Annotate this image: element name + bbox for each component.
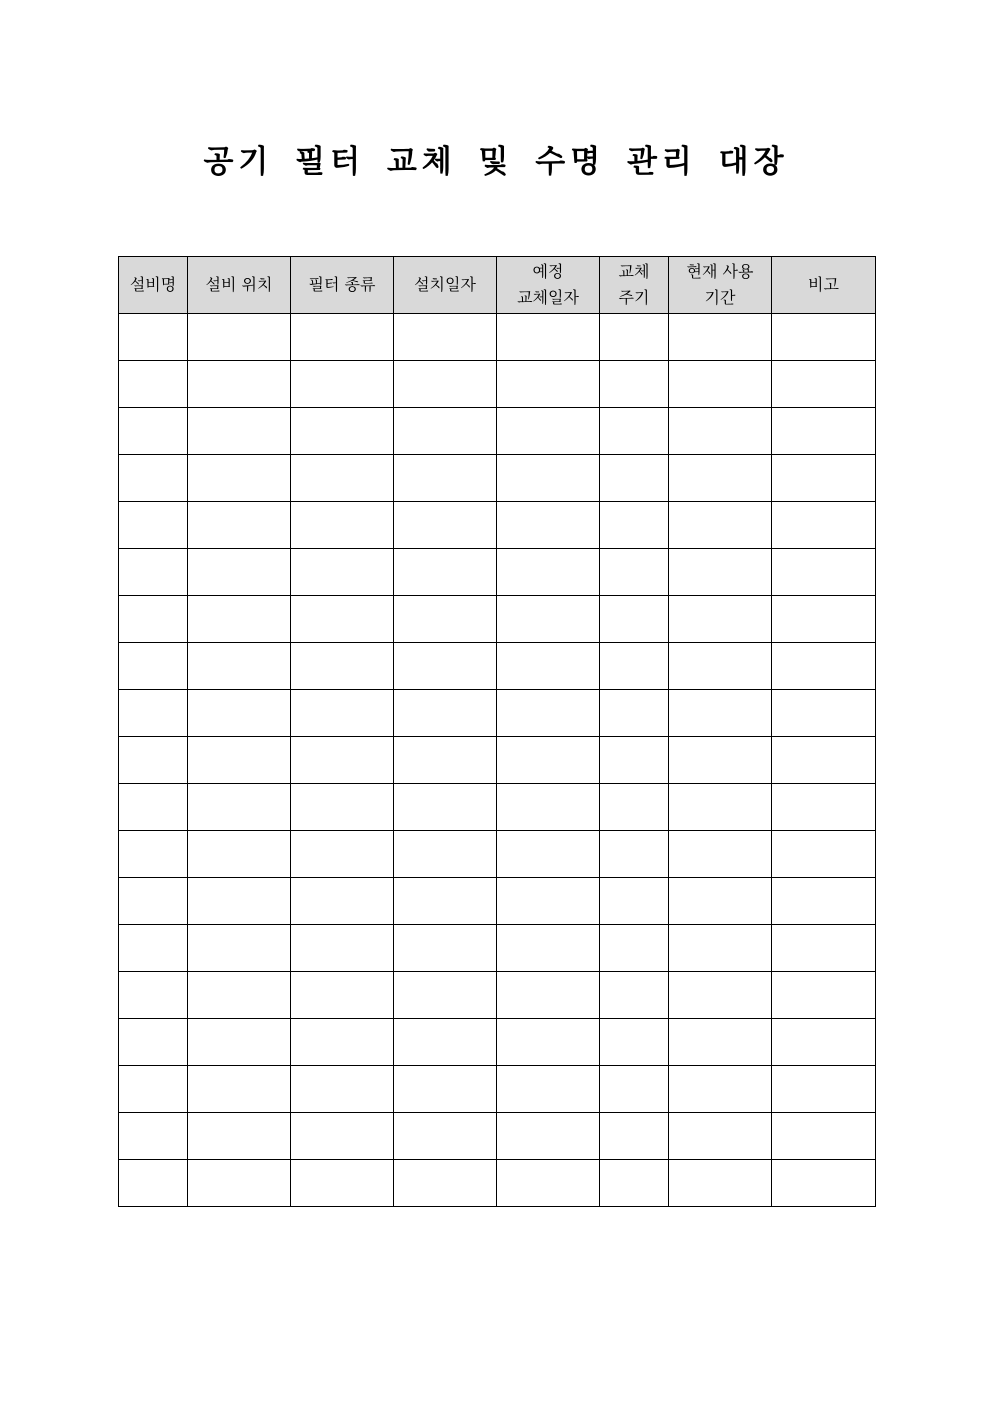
table-cell[interactable]: [600, 643, 669, 690]
table-cell[interactable]: [394, 784, 497, 831]
table-cell[interactable]: [600, 972, 669, 1019]
column-header-text: 예정: [532, 262, 564, 281]
table-cell[interactable]: [394, 925, 497, 972]
table-cell[interactable]: [188, 1160, 291, 1207]
column-header-text: 주기: [618, 288, 650, 307]
table-cell[interactable]: [772, 972, 876, 1019]
table-cell[interactable]: [497, 1160, 600, 1207]
table-cell[interactable]: [291, 314, 394, 361]
table-cell[interactable]: [600, 549, 669, 596]
table-cell[interactable]: [188, 831, 291, 878]
table-cell[interactable]: [600, 690, 669, 737]
table-cell[interactable]: [291, 972, 394, 1019]
column-header-text: 설비 위치: [205, 275, 273, 294]
table-cell[interactable]: [291, 737, 394, 784]
table-cell[interactable]: [600, 596, 669, 643]
column-header-text: 기간: [704, 288, 736, 307]
table-cell[interactable]: [600, 1113, 669, 1160]
table-cell[interactable]: [497, 831, 600, 878]
table-cell[interactable]: [669, 361, 772, 408]
table-cell[interactable]: [291, 1019, 394, 1066]
table-cell[interactable]: [394, 314, 497, 361]
table-cell[interactable]: [119, 878, 188, 925]
table-row: [119, 1113, 876, 1160]
column-header-text: 현재 사용: [686, 262, 754, 281]
table-cell[interactable]: [119, 1160, 188, 1207]
table-cell[interactable]: [188, 455, 291, 502]
table-row: [119, 502, 876, 549]
table-row: [119, 737, 876, 784]
column-header-text: 교체일자: [517, 288, 579, 307]
table-cell[interactable]: [291, 1160, 394, 1207]
table-cell[interactable]: [772, 784, 876, 831]
table-row: [119, 878, 876, 925]
table-cell[interactable]: [669, 502, 772, 549]
table-cell[interactable]: [669, 1066, 772, 1113]
table-cell[interactable]: [669, 549, 772, 596]
table-cell[interactable]: [188, 314, 291, 361]
table-cell[interactable]: [772, 361, 876, 408]
table-cell[interactable]: [119, 549, 188, 596]
table-cell[interactable]: [119, 455, 188, 502]
table-row: [119, 314, 876, 361]
table-cell[interactable]: [119, 831, 188, 878]
table-cell[interactable]: [291, 549, 394, 596]
table-cell[interactable]: [600, 925, 669, 972]
column-header: [188, 257, 291, 314]
table-cell[interactable]: [497, 361, 600, 408]
table-cell[interactable]: [119, 972, 188, 1019]
table-cell[interactable]: [600, 408, 669, 455]
table-cell[interactable]: [497, 643, 600, 690]
table-cell[interactable]: [772, 455, 876, 502]
table-cell[interactable]: [600, 737, 669, 784]
table-cell[interactable]: [188, 1066, 291, 1113]
column-header: [669, 257, 772, 314]
table-cell[interactable]: [291, 831, 394, 878]
table-cell[interactable]: [394, 361, 497, 408]
table-cell[interactable]: [394, 1066, 497, 1113]
table-row: [119, 925, 876, 972]
table-cell[interactable]: [188, 925, 291, 972]
table-cell[interactable]: [188, 643, 291, 690]
table-cell[interactable]: [772, 643, 876, 690]
table-cell[interactable]: [497, 314, 600, 361]
table-row: [119, 1160, 876, 1207]
table-cell[interactable]: [669, 972, 772, 1019]
table-cell[interactable]: [119, 1113, 188, 1160]
table-row: [119, 1019, 876, 1066]
table-cell[interactable]: [772, 690, 876, 737]
table-cell[interactable]: [669, 878, 772, 925]
table-cell[interactable]: [394, 502, 497, 549]
table-cell[interactable]: [291, 1113, 394, 1160]
table-cell[interactable]: [772, 1066, 876, 1113]
table-cell[interactable]: [291, 408, 394, 455]
table-cell[interactable]: [497, 549, 600, 596]
table-cell[interactable]: [119, 737, 188, 784]
table-cell[interactable]: [497, 596, 600, 643]
page-title: 공기 필터 교체 및 수명 관리 대장: [203, 144, 789, 180]
table-cell[interactable]: [291, 925, 394, 972]
column-header: [394, 257, 497, 314]
table-cell[interactable]: [669, 455, 772, 502]
table-cell[interactable]: [394, 1113, 497, 1160]
table-cell[interactable]: [669, 1160, 772, 1207]
column-header: [291, 257, 394, 314]
table-cell[interactable]: [669, 690, 772, 737]
table-cell[interactable]: [291, 784, 394, 831]
table-cell[interactable]: [119, 596, 188, 643]
table-cell[interactable]: [119, 314, 188, 361]
table-cell[interactable]: [394, 972, 497, 1019]
table-cell[interactable]: [188, 1019, 291, 1066]
table-row: [119, 596, 876, 643]
column-header: [497, 257, 600, 314]
table-cell[interactable]: [119, 784, 188, 831]
table-cell[interactable]: [600, 314, 669, 361]
table-cell[interactable]: [394, 737, 497, 784]
table-cell[interactable]: [188, 737, 291, 784]
table-row: [119, 549, 876, 596]
table-row: [119, 831, 876, 878]
table-cell[interactable]: [669, 1019, 772, 1066]
table-cell[interactable]: [669, 643, 772, 690]
table-cell[interactable]: [291, 361, 394, 408]
table-cell[interactable]: [772, 831, 876, 878]
column-header-text: 교체: [618, 262, 650, 281]
table-cell[interactable]: [119, 408, 188, 455]
table-cell[interactable]: [119, 361, 188, 408]
table-cell[interactable]: [497, 455, 600, 502]
table-cell[interactable]: [291, 1066, 394, 1113]
table-cell[interactable]: [669, 596, 772, 643]
table-cell[interactable]: [772, 925, 876, 972]
table-cell[interactable]: [669, 408, 772, 455]
column-header: [600, 257, 669, 314]
table-cell[interactable]: [600, 1160, 669, 1207]
table-cell[interactable]: [188, 596, 291, 643]
table-cell[interactable]: [119, 1066, 188, 1113]
table-cell[interactable]: [600, 831, 669, 878]
table-cell[interactable]: [497, 784, 600, 831]
table-row: [119, 1066, 876, 1113]
table-cell[interactable]: [497, 972, 600, 1019]
table-row: [119, 784, 876, 831]
table-cell[interactable]: [772, 408, 876, 455]
table-cell[interactable]: [188, 690, 291, 737]
table-cell[interactable]: [119, 690, 188, 737]
table-cell[interactable]: [394, 408, 497, 455]
table-cell[interactable]: [394, 643, 497, 690]
table-cell[interactable]: [600, 784, 669, 831]
table-row: [119, 361, 876, 408]
table-cell[interactable]: [772, 1019, 876, 1066]
table-cell[interactable]: [772, 549, 876, 596]
table-row: [119, 408, 876, 455]
table-row: [119, 972, 876, 1019]
table-cell[interactable]: [291, 502, 394, 549]
table-cell[interactable]: [669, 925, 772, 972]
table-cell[interactable]: [291, 643, 394, 690]
column-header-text: 설비명: [129, 275, 177, 294]
table-cell[interactable]: [394, 549, 497, 596]
column-header-text: 비고: [808, 275, 839, 294]
table-cell[interactable]: [119, 925, 188, 972]
table-cell[interactable]: [394, 455, 497, 502]
table-cell[interactable]: [669, 831, 772, 878]
table-cell[interactable]: [600, 1066, 669, 1113]
table-cell[interactable]: [394, 596, 497, 643]
table-cell[interactable]: [188, 878, 291, 925]
table-cell[interactable]: [669, 1113, 772, 1160]
table-cell[interactable]: [669, 314, 772, 361]
table-cell[interactable]: [772, 1160, 876, 1207]
table-cell[interactable]: [497, 502, 600, 549]
table-cell[interactable]: [497, 1113, 600, 1160]
table-row: [119, 690, 876, 737]
table-cell[interactable]: [772, 737, 876, 784]
table-cell[interactable]: [188, 1113, 291, 1160]
table-cell[interactable]: [394, 878, 497, 925]
table-cell[interactable]: [497, 878, 600, 925]
table-cell[interactable]: [497, 925, 600, 972]
table-cell[interactable]: [394, 831, 497, 878]
table-cell[interactable]: [600, 1019, 669, 1066]
column-header-text: 설치일자: [414, 275, 476, 294]
table-cell[interactable]: [119, 1019, 188, 1066]
table-cell[interactable]: [188, 361, 291, 408]
table-cell[interactable]: [291, 596, 394, 643]
table-cell[interactable]: [497, 690, 600, 737]
table-cell[interactable]: [772, 596, 876, 643]
table-cell[interactable]: [772, 502, 876, 549]
table-cell[interactable]: [119, 643, 188, 690]
table-cell[interactable]: [669, 737, 772, 784]
table-cell[interactable]: [600, 878, 669, 925]
column-header: [119, 257, 188, 314]
table-cell[interactable]: [600, 455, 669, 502]
table-cell[interactable]: [497, 737, 600, 784]
header-row: [119, 257, 876, 314]
table-cell[interactable]: [291, 878, 394, 925]
table-cell[interactable]: [497, 1066, 600, 1113]
table-cell[interactable]: [772, 1113, 876, 1160]
table-cell[interactable]: [497, 1019, 600, 1066]
column-header: [772, 257, 876, 314]
table-cell[interactable]: [188, 784, 291, 831]
column-header-text: 필터 종류: [308, 275, 376, 294]
table-cell[interactable]: [600, 361, 669, 408]
table-cell[interactable]: [291, 455, 394, 502]
table-cell[interactable]: [497, 408, 600, 455]
table-cell[interactable]: [188, 549, 291, 596]
table-cell[interactable]: [669, 784, 772, 831]
table-row: [119, 455, 876, 502]
table-cell[interactable]: [394, 1160, 497, 1207]
table-cell[interactable]: [772, 314, 876, 361]
table-cell[interactable]: [291, 690, 394, 737]
table-cell[interactable]: [188, 408, 291, 455]
ledger-body: [119, 314, 876, 1207]
table-cell[interactable]: [600, 502, 669, 549]
table-cell[interactable]: [188, 972, 291, 1019]
filter-ledger-table: [118, 256, 876, 1207]
table-cell[interactable]: [119, 502, 188, 549]
table-cell[interactable]: [394, 1019, 497, 1066]
table-row: [119, 643, 876, 690]
table-cell[interactable]: [188, 502, 291, 549]
table-cell[interactable]: [394, 690, 497, 737]
table-cell[interactable]: [772, 878, 876, 925]
